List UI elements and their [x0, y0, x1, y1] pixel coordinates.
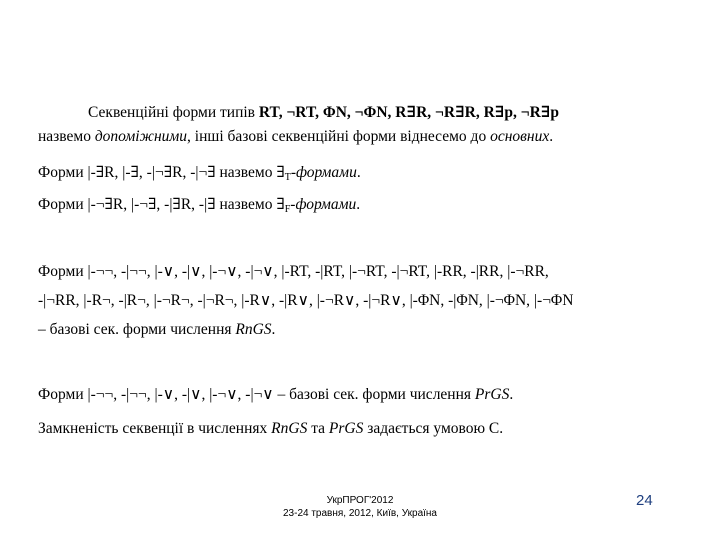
paragraph-1-line-2	[38, 128, 553, 146]
form-list: |-∃R, |-∃, -|¬∃R, -|¬∃	[87, 164, 216, 181]
paragraph-4-line-3	[38, 321, 275, 339]
paragraph-1-line-1	[88, 104, 559, 122]
paragraph-4-line-2	[38, 292, 573, 310]
text: назвемо ∃	[215, 196, 285, 213]
term-auxiliary: допоміжними	[94, 128, 188, 145]
paragraph-2	[38, 164, 361, 182]
form-list: RT, ¬RT, ΦN, ¬ΦN, R∃R, ¬R∃R, R∃p, ¬R∃p	[258, 104, 560, 121]
subscript: F	[284, 204, 291, 215]
term-main: основних	[490, 128, 550, 145]
text: .	[356, 164, 361, 181]
text: .	[549, 128, 554, 145]
term: -формами	[290, 196, 357, 213]
footer	[270, 494, 450, 520]
paragraph-3	[38, 196, 360, 214]
text: -|¬RR, |-R¬, -|R¬, |-¬R¬, -|¬R¬, |-R∨, -|R∨, |-¬R∨, -|¬R∨, |-ΦN, -|ΦN, |-¬ΦN, |-¬ΦN	[38, 292, 574, 309]
text: Форми	[38, 164, 88, 181]
text: та	[307, 420, 329, 437]
term: -формами	[290, 164, 357, 181]
subscript: T	[284, 172, 291, 183]
text: Форми	[38, 196, 88, 213]
calculus-name: PrGS	[474, 386, 510, 403]
text: , інші базові секвенційні форми віднесемо до	[187, 128, 491, 145]
text: .	[271, 321, 276, 338]
calculus-name: PrGS	[328, 420, 364, 437]
text: .	[509, 386, 514, 403]
text: – базові сек. форми числення	[38, 321, 236, 338]
text: .	[356, 196, 361, 213]
paragraph-6	[38, 420, 503, 438]
text: назвемо	[38, 128, 95, 145]
page-number: 24	[636, 492, 653, 509]
footer-conference: УкрПРОГ'2012	[326, 495, 394, 506]
text: назвемо ∃	[215, 164, 285, 181]
paragraph-4-line-1	[38, 263, 549, 281]
text: Форми |-¬¬, -|¬¬, |-∨, -|∨, |-¬∨, -|¬∨ – базові сек. форми числення	[38, 386, 475, 403]
text: Замкненість секвенції в численнях	[38, 420, 272, 437]
calculus-name: RnGS	[235, 321, 272, 338]
text: Секвенційні форми типів	[88, 104, 255, 121]
form-list: |-¬∃R, |-¬∃, -|∃R, -|∃	[87, 196, 216, 213]
text: Форми |-¬¬, -|¬¬, |-∨, -|∨, |-¬∨, -|¬∨, |-RT, -|RT, |-¬RT, -|¬RT, |-RR, -|RR, |-¬RR,	[38, 263, 549, 280]
calculus-name: RnGS	[271, 420, 308, 437]
paragraph-5	[38, 386, 513, 404]
footer-date-place: 23-24 травня, 2012, Київ, Україна	[283, 508, 437, 519]
text: задається умовою С.	[363, 420, 504, 437]
